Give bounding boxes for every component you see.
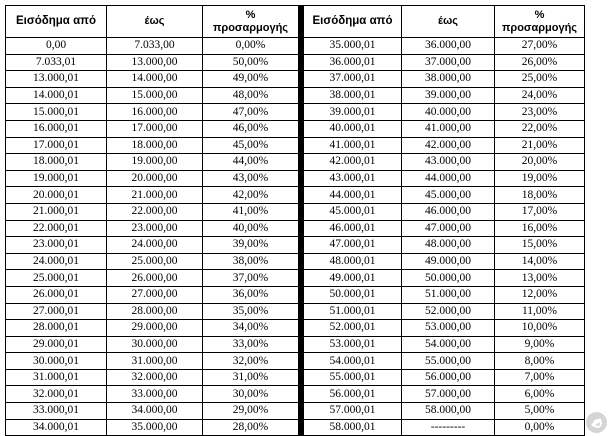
- income-to-cell: 49.000,00: [402, 253, 495, 270]
- income-from-cell: 56.000,01: [304, 386, 402, 403]
- income-to-cell: 13.000,00: [107, 54, 203, 71]
- table-row: [304, 353, 585, 370]
- adjustment-percent-cell: 14,00%: [495, 253, 585, 270]
- table-row: [304, 54, 585, 71]
- table-row: [304, 38, 585, 55]
- income-from-cell: 28.000,01: [6, 320, 107, 337]
- table-row: [304, 120, 585, 137]
- income-to-cell: 25.000,00: [107, 253, 203, 270]
- table-row: [6, 120, 299, 137]
- adjustment-percent-cell: 45,00%: [203, 137, 299, 154]
- adjustment-percent-cell: 9,00%: [495, 336, 585, 353]
- income-from-cell: 42.000,01: [304, 154, 402, 171]
- income-from-cell: 47.000,01: [304, 237, 402, 254]
- adjustment-percent-cell: 26,00%: [495, 54, 585, 71]
- income-to-cell: 51.000,00: [402, 286, 495, 303]
- income-from-cell: 34.000,01: [6, 419, 107, 436]
- adjustment-percent-cell: 46,00%: [203, 120, 299, 137]
- adjustment-percent-cell: 15,00%: [495, 237, 585, 254]
- table-header-row: [304, 6, 585, 38]
- adjustment-percent-cell: 37,00%: [203, 270, 299, 287]
- table-row: [304, 220, 585, 237]
- income-to-cell: 17.000,00: [107, 120, 203, 137]
- table-row: [304, 104, 585, 121]
- table-row: [6, 237, 299, 254]
- header-income-from: Εισόδημα από: [304, 6, 402, 38]
- income-to-cell: 18.000,00: [107, 137, 203, 154]
- income-to-cell: 28.000,00: [107, 303, 203, 320]
- table-header-row: [6, 6, 299, 38]
- adjustment-percent-cell: 38,00%: [203, 253, 299, 270]
- income-from-cell: 22.000,01: [6, 220, 107, 237]
- income-from-cell: 13.000,01: [6, 71, 107, 88]
- income-to-cell: 41.000,00: [402, 120, 495, 137]
- table-row: [304, 286, 585, 303]
- income-to-cell: 26.000,00: [107, 270, 203, 287]
- adjustment-percent-cell: 47,00%: [203, 104, 299, 121]
- income-from-cell: 53.000,01: [304, 336, 402, 353]
- table-row: [6, 87, 299, 104]
- adjustment-percent-cell: 6,00%: [495, 386, 585, 403]
- income-to-cell: 53.000,00: [402, 320, 495, 337]
- income-to-cell: 14.000,00: [107, 71, 203, 88]
- income-to-cell: 15.000,00: [107, 87, 203, 104]
- income-to-cell: ---------: [402, 419, 495, 436]
- table-row: [304, 87, 585, 104]
- table-row: [6, 353, 299, 370]
- income-from-cell: 7.033,01: [6, 54, 107, 71]
- adjustment-percent-cell: 12,00%: [495, 286, 585, 303]
- income-to-cell: 50.000,00: [402, 270, 495, 287]
- table-row: [304, 419, 585, 436]
- income-from-cell: 52.000,01: [304, 320, 402, 337]
- adjustment-percent-cell: 30,00%: [203, 386, 299, 403]
- income-from-cell: 17.000,01: [6, 137, 107, 154]
- income-to-cell: 32.000,00: [107, 369, 203, 386]
- income-from-cell: 33.000,01: [6, 403, 107, 420]
- income-from-cell: 14.000,01: [6, 87, 107, 104]
- adjustment-percent-cell: 17,00%: [495, 203, 585, 220]
- income-table-left: [5, 5, 299, 436]
- adjustment-percent-cell: 8,00%: [495, 353, 585, 370]
- income-from-cell: 20.000,01: [6, 187, 107, 204]
- header-adjustment-percent: % προσαρμογής: [495, 6, 585, 38]
- table-row: [304, 320, 585, 337]
- table-row: [6, 170, 299, 187]
- table-row: [6, 286, 299, 303]
- income-to-cell: 35.000,00: [107, 419, 203, 436]
- income-to-cell: 38.000,00: [402, 71, 495, 88]
- income-to-cell: 54.000,00: [402, 336, 495, 353]
- income-to-cell: 31.000,00: [107, 353, 203, 370]
- adjustment-percent-cell: 7,00%: [495, 369, 585, 386]
- table-row: [304, 71, 585, 88]
- table-row: [6, 303, 299, 320]
- table-row: [6, 419, 299, 436]
- income-to-cell: 34.000,00: [107, 403, 203, 420]
- income-from-cell: 43.000,01: [304, 170, 402, 187]
- income-from-cell: 49.000,01: [304, 270, 402, 287]
- income-from-cell: 40.000,01: [304, 120, 402, 137]
- adjustment-percent-cell: 10,00%: [495, 320, 585, 337]
- income-to-cell: 21.000,00: [107, 187, 203, 204]
- adjustment-percent-cell: 35,00%: [203, 303, 299, 320]
- income-from-cell: 21.000,01: [6, 203, 107, 220]
- income-from-cell: 19.000,01: [6, 170, 107, 187]
- adjustment-percent-cell: 21,00%: [495, 137, 585, 154]
- income-from-cell: 32.000,01: [6, 386, 107, 403]
- income-to-cell: 46.000,00: [402, 203, 495, 220]
- income-from-cell: 35.000,01: [304, 38, 402, 55]
- header-to: έως: [402, 6, 495, 38]
- income-to-cell: 7.033,00: [107, 38, 203, 55]
- table-row: [6, 38, 299, 55]
- income-to-cell: 58.000,00: [402, 403, 495, 420]
- table-row: [6, 154, 299, 171]
- adjustment-percent-cell: 39,00%: [203, 237, 299, 254]
- income-from-cell: 24.000,01: [6, 253, 107, 270]
- table-row: [6, 187, 299, 204]
- table-row: [6, 270, 299, 287]
- income-from-cell: 46.000,01: [304, 220, 402, 237]
- adjustment-percent-cell: 27,00%: [495, 38, 585, 55]
- income-to-cell: 27.000,00: [107, 286, 203, 303]
- adjustment-percent-cell: 0,00%: [203, 38, 299, 55]
- adjustment-percent-cell: 50,00%: [203, 54, 299, 71]
- income-from-cell: 18.000,01: [6, 154, 107, 171]
- adjustment-percent-cell: 36,00%: [203, 286, 299, 303]
- table-row: [304, 154, 585, 171]
- adjustment-percent-cell: 18,00%: [495, 187, 585, 204]
- adjustment-percent-cell: 43,00%: [203, 170, 299, 187]
- income-from-cell: 16.000,01: [6, 120, 107, 137]
- income-to-cell: 56.000,00: [402, 369, 495, 386]
- adjustment-percent-cell: 40,00%: [203, 220, 299, 237]
- table-row: [304, 187, 585, 204]
- income-from-cell: 57.000,01: [304, 403, 402, 420]
- table-row: [6, 320, 299, 337]
- income-table-right: [303, 5, 585, 436]
- table-row: [6, 220, 299, 237]
- adjustment-percent-cell: 22,00%: [495, 120, 585, 137]
- income-to-cell: 55.000,00: [402, 353, 495, 370]
- adjustment-percent-cell: 33,00%: [203, 336, 299, 353]
- income-to-cell: 36.000,00: [402, 38, 495, 55]
- income-adjustment-tables: [5, 5, 585, 436]
- income-to-cell: 39.000,00: [402, 87, 495, 104]
- income-to-cell: 33.000,00: [107, 386, 203, 403]
- table-row: [304, 253, 585, 270]
- income-to-cell: 47.000,00: [402, 220, 495, 237]
- income-from-cell: 50.000,01: [304, 286, 402, 303]
- adjustment-percent-cell: 49,00%: [203, 71, 299, 88]
- income-to-cell: 48.000,00: [402, 237, 495, 254]
- income-to-cell: 29.000,00: [107, 320, 203, 337]
- income-from-cell: 58.000,01: [304, 419, 402, 436]
- income-to-cell: 16.000,00: [107, 104, 203, 121]
- income-from-cell: 26.000,01: [6, 286, 107, 303]
- adjustment-percent-cell: 48,00%: [203, 87, 299, 104]
- table-row: [304, 237, 585, 254]
- income-from-cell: 48.000,01: [304, 253, 402, 270]
- income-from-cell: 15.000,01: [6, 104, 107, 121]
- income-from-cell: 54.000,01: [304, 353, 402, 370]
- table-row: [6, 71, 299, 88]
- table-row: [6, 403, 299, 420]
- adjustment-percent-cell: 0,00%: [495, 419, 585, 436]
- adjustment-percent-cell: 11,00%: [495, 303, 585, 320]
- income-from-cell: 39.000,01: [304, 104, 402, 121]
- header-adjustment-percent: % προσαρμογής: [203, 6, 299, 38]
- income-from-cell: 36.000,01: [304, 54, 402, 71]
- income-from-cell: 37.000,01: [304, 71, 402, 88]
- income-from-cell: 29.000,01: [6, 336, 107, 353]
- income-to-cell: 45.000,00: [402, 187, 495, 204]
- adjustment-percent-cell: 19,00%: [495, 170, 585, 187]
- income-to-cell: 20.000,00: [107, 170, 203, 187]
- adjustment-percent-cell: 31,00%: [203, 369, 299, 386]
- adjustment-percent-cell: 24,00%: [495, 87, 585, 104]
- adjustment-percent-cell: 44,00%: [203, 154, 299, 171]
- income-to-cell: 52.000,00: [402, 303, 495, 320]
- table-row: [304, 170, 585, 187]
- table-row: [304, 137, 585, 154]
- income-to-cell: 22.000,00: [107, 203, 203, 220]
- table-row: [6, 203, 299, 220]
- income-from-cell: 51.000,01: [304, 303, 402, 320]
- adjustment-percent-cell: 5,00%: [495, 403, 585, 420]
- income-to-cell: 42.000,00: [402, 137, 495, 154]
- adjustment-percent-cell: 34,00%: [203, 320, 299, 337]
- table-row: [304, 303, 585, 320]
- income-from-cell: 45.000,01: [304, 203, 402, 220]
- income-from-cell: 25.000,01: [6, 270, 107, 287]
- income-from-cell: 55.000,01: [304, 369, 402, 386]
- adjustment-percent-cell: 23,00%: [495, 104, 585, 121]
- table-row: [6, 104, 299, 121]
- income-to-cell: 40.000,00: [402, 104, 495, 121]
- header-income-from: Εισόδημα από: [6, 6, 107, 38]
- income-from-cell: 27.000,01: [6, 303, 107, 320]
- header-to: έως: [107, 6, 203, 38]
- adjustment-percent-cell: 29,00%: [203, 403, 299, 420]
- table-row: [304, 369, 585, 386]
- adjustment-percent-cell: 41,00%: [203, 203, 299, 220]
- income-from-cell: 44.000,01: [304, 187, 402, 204]
- watermark-logo-icon: [586, 412, 607, 433]
- income-to-cell: 24.000,00: [107, 237, 203, 254]
- table-row: [304, 403, 585, 420]
- income-to-cell: 30.000,00: [107, 336, 203, 353]
- income-from-cell: 41.000,01: [304, 137, 402, 154]
- adjustment-percent-cell: 42,00%: [203, 187, 299, 204]
- table-row: [6, 369, 299, 386]
- adjustment-percent-cell: 13,00%: [495, 270, 585, 287]
- table-row: [6, 336, 299, 353]
- income-from-cell: 30.000,01: [6, 353, 107, 370]
- adjustment-percent-cell: 32,00%: [203, 353, 299, 370]
- income-to-cell: 19.000,00: [107, 154, 203, 171]
- income-from-cell: 0,00: [6, 38, 107, 55]
- income-to-cell: 43.000,00: [402, 154, 495, 171]
- income-from-cell: 38.000,01: [304, 87, 402, 104]
- table-row: [6, 386, 299, 403]
- adjustment-percent-cell: 16,00%: [495, 220, 585, 237]
- table-row: [6, 54, 299, 71]
- income-to-cell: 57.000,00: [402, 386, 495, 403]
- income-from-cell: 23.000,01: [6, 237, 107, 254]
- adjustment-percent-cell: 25,00%: [495, 71, 585, 88]
- table-row: [304, 386, 585, 403]
- income-to-cell: 23.000,00: [107, 220, 203, 237]
- table-row: [6, 137, 299, 154]
- income-to-cell: 37.000,00: [402, 54, 495, 71]
- adjustment-percent-cell: 20,00%: [495, 154, 585, 171]
- table-row: [304, 270, 585, 287]
- adjustment-percent-cell: 28,00%: [203, 419, 299, 436]
- table-row: [304, 336, 585, 353]
- income-from-cell: 31.000,01: [6, 369, 107, 386]
- income-to-cell: 44.000,00: [402, 170, 495, 187]
- table-row: [304, 203, 585, 220]
- table-row: [6, 253, 299, 270]
